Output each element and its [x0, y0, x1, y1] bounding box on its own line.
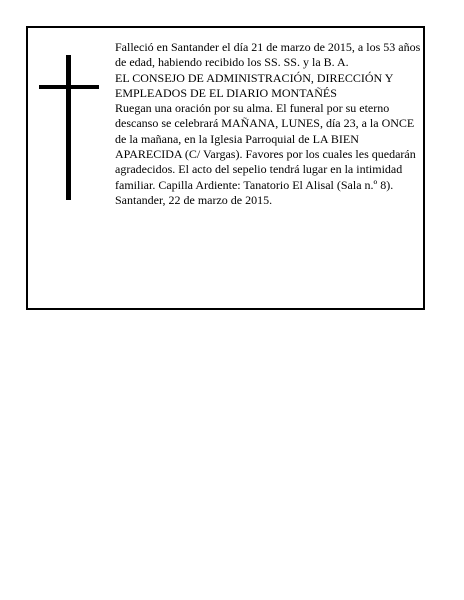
place-date: Santander, 22 de marzo de 2015.: [115, 192, 273, 207]
funeral-details: Ruegan una oración por su alma. El funeral por su eterno descanso se celebrará MAÑANA, LUNES, día 23, a la ONCE de la mañana, en la Iglesia Parroquial de LA BIEN APARECIDA (C/ Vargas). Favores por los cuales les quedarán agradecidos. El acto del sepelio tendrá lugar en la intimidad familiar. Capilla Ardiente: Tanatorio El Alisal (Sala n.º 8).: [115, 101, 416, 192]
cross-horizontal-bar: [39, 85, 99, 89]
obituary-notice: [26, 26, 425, 310]
notice-text: [115, 40, 423, 208]
signatories: EL CONSEJO DE ADMINISTRACIÓN, DIRECCIÓN Y EMPLEADOS DE EL DIARIO MONTAÑÉS: [115, 70, 393, 100]
cross-icon: [39, 55, 99, 200]
death-statement: Falleció en Santander el día 21 de marzo de 2015, a los 53 años de edad, habiendo recibido los SS. SS. y la B. A.: [115, 40, 421, 70]
cross-vertical-bar: [66, 55, 71, 200]
